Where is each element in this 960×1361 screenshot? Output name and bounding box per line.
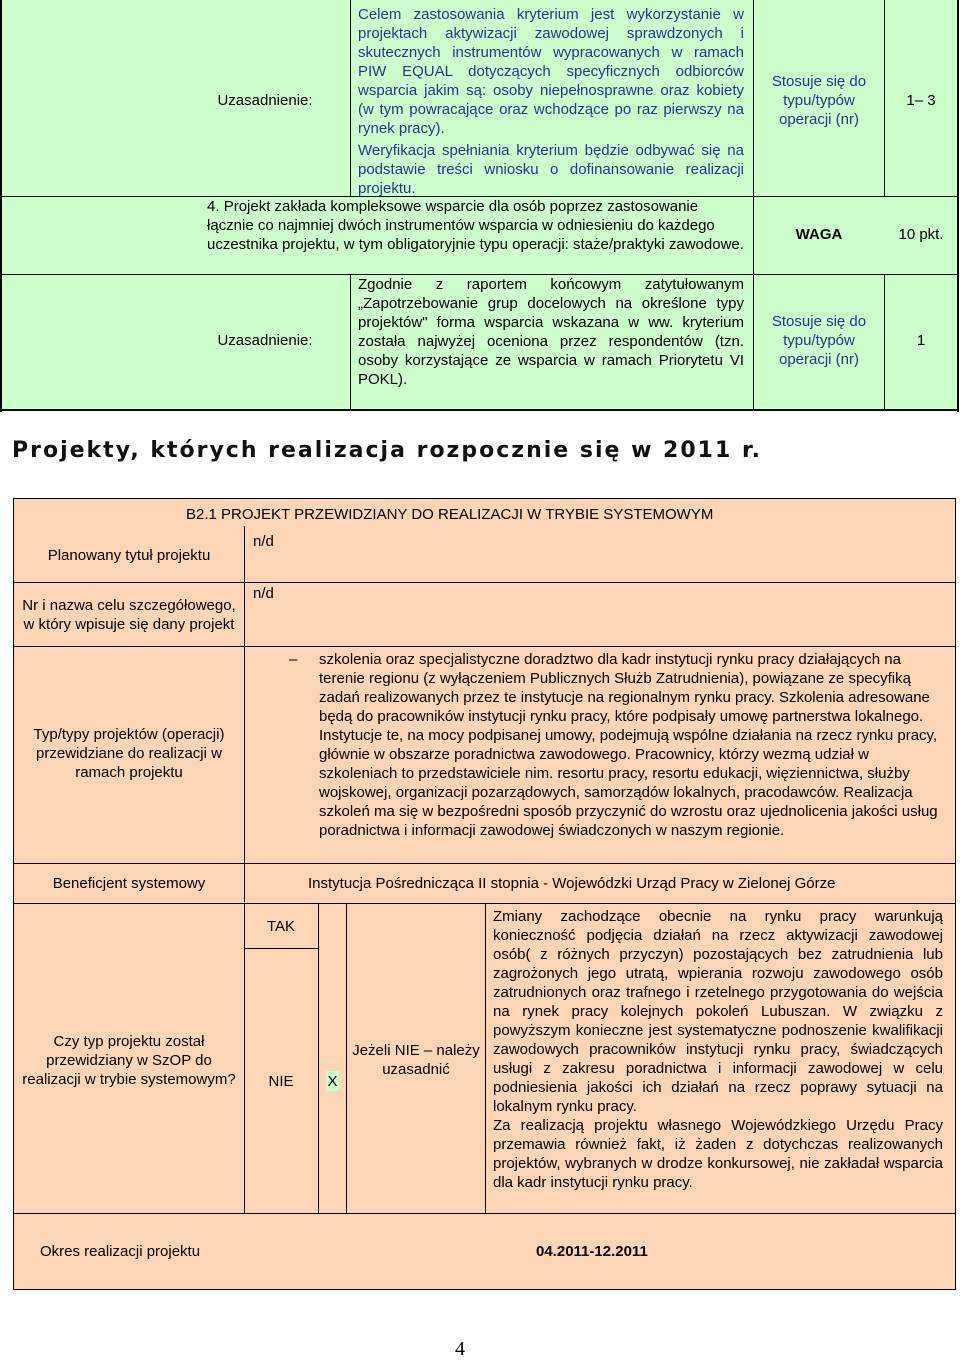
period-label: Okres realizacji projektu <box>40 1243 201 1260</box>
selected-mark: X <box>327 1072 338 1090</box>
goal-label: Nr i nazwa celu szczegółowego, w który wpisuje się dany projekt <box>22 597 236 633</box>
section-heading: Projekty, których realizacja rozpocznie się w 2011 r. <box>12 438 763 463</box>
beneficiary-label: Beneficjent systemowy <box>52 874 206 892</box>
project-title-value: n/d <box>253 533 274 550</box>
b2-header: B2.1 PROJEKT PRZEWIDZIANY DO REALIZACJI W TRYBIE SYSTEMOWYM <box>186 506 714 523</box>
applies-to-types-2: Stosuje się do typu/typów operacji (nr) <box>771 312 867 368</box>
period-value: 04.2011-12.2011 <box>536 1243 648 1260</box>
if-no-justify: Jeżeli NIE – należy uzasadnić <box>352 1042 480 1078</box>
weight-value: 10 pkt. <box>898 225 944 243</box>
beneficiary-value: Instytucja Pośrednicząca II stopnia - Wojewódzki Urząd Pracy w Zielonej Górze <box>308 875 836 892</box>
answer-yes: TAK <box>266 917 296 935</box>
answer-no: NIE <box>268 1072 294 1090</box>
justification-text <box>358 5 744 198</box>
justification-block <box>493 907 943 1192</box>
justification-text-2: Zgodnie z raportem końcowym zatytułowanym „Zapotrzebowanie grup docelowych na określone typy projektów" forma wsparcia wskazana w ww. kryterium została najwyżej oceniona przez respondentów (tzn. osoby korzystające ze wsparcia w ramach Priorytetu VI POKL). <box>358 276 744 388</box>
justification-label-2: Uzasadnienie: <box>217 331 313 349</box>
page-number: 4 <box>455 1338 465 1360</box>
szop-question: Czy typ projektu został przewidziany w SzOP do realizacji w trybie systemowym? <box>22 1032 236 1088</box>
applies-to-types-1: Stosuje się do typu/typów operacji (nr) <box>771 72 867 128</box>
project-types-list <box>263 650 948 840</box>
criterion-text: Projekt zakłada kompleksowe wsparcie dla osób poprzez zastosowanie łącznie co najmniej dwóch instrumentów wsparcia w odniesieniu do każdego uczestnika projektu, w tym obligatoryjnie typu operacji: staże/praktyki zawodowe. <box>207 198 744 253</box>
operation-range-2: 1 <box>916 331 926 349</box>
goal-value: n/d <box>253 585 274 602</box>
justification-p2: Weryfikacja spełniania kryterium będzie odbywać się na podstawie treści wniosku o dofinansowanie realizacji projektu. <box>358 142 744 197</box>
weight-label: WAGA <box>795 225 843 243</box>
justification-para-2: Za realizacją projektu własnego Wojewódzkiego Urzędu Pracy przemawia również fakt, iż żaden z dotychczas realizowanych projektów, wybranych w drodze konkursowej, nie zakładał wsparcia dla kadr instytucji rynku pracy. <box>493 1117 943 1191</box>
justification-label: Uzasadnienie: <box>217 91 313 109</box>
justification-para-1: Zmiany zachodzące obecnie na rynku pracy warunkują konieczność podjęcia działań na rzecz aktywizacji zawodowej osób( z różnych przyczyn) pozostających bez zatrudnienia lub zagrożonych jego utratą, wpierania rozwoju zawodowego osób zatrudnionych oraz trafnego i rzetelnego przygotowania do wejścia na rynek pracy kolejnych pokoleń Lubuszan. W związku z powyższym konieczne jest systematyczne podnoszenie kwalifikacji zawodowych pracowników instytucji rynku pracy, świadczących usługi z zakresu poradnictwa i informacji zawodowej w celu podniesienia jakości ich działań na rzecz poprawy sytuacji na lokalnym rynku pracy. <box>493 908 943 1115</box>
justification-p1: Celem zastosowania kryterium jest wykorzystanie w projektach aktywizacji zawodowej sprawdzonych i skutecznych instrumentów wypracowanych w ramach PIW EQUAL dotyczących specyficznych odbiorców wsparcia jakim są: osoby niepełnosprawne oraz kobiety (w tym powracające oraz wchodzące po raz pierwszy na rynek pracy). <box>358 6 744 137</box>
criterion-number: 4. <box>207 198 220 215</box>
project-title-label: Planowany tytuł projektu <box>47 546 211 564</box>
top-table <box>0 0 960 412</box>
project-types-label: Typ/typy projektów (operacji) przewidziane do realizacji w ramach projektu <box>33 725 225 781</box>
criterion-4 <box>207 197 747 254</box>
project-type-item: – szkolenia oraz specjalistyczne doradztwo dla kadr instytucji rynku pracy działających na terenie regionu (z wyłączeniem Publicznych Służb Zatrudnienia), powiązane ze specyfiką zadań realizowanych przez te instytucje na regionalnym rynku pracy. Szkolenia adresowane będą do pracowników instytucji rynku pracy, które podpisały umowę partnerstwa lokalnego. Instytucje te, na mocy podpisanej umowy, podejmują wspólne działania na rzecz rynku pracy, głównie w obszarze poradnictwa zawodowego. Pracownicy, którzy wezmą udział w szkoleniach to przedstawiciele nim. resortu pracy, resortu edukacji, więziennictwa, służby wojskowej, organizacji pozarządowych, samorządów lokalnych, pracodawców. Realizacja szkoleń ma się w bezpośredni sposób przyczynić do wzrostu oraz ujednolicenia jakości usług poradnictwa i informacji zawodowej świadczonych w naszym regionie. <box>263 650 948 840</box>
operation-range-1: 1– 3 <box>906 91 936 109</box>
